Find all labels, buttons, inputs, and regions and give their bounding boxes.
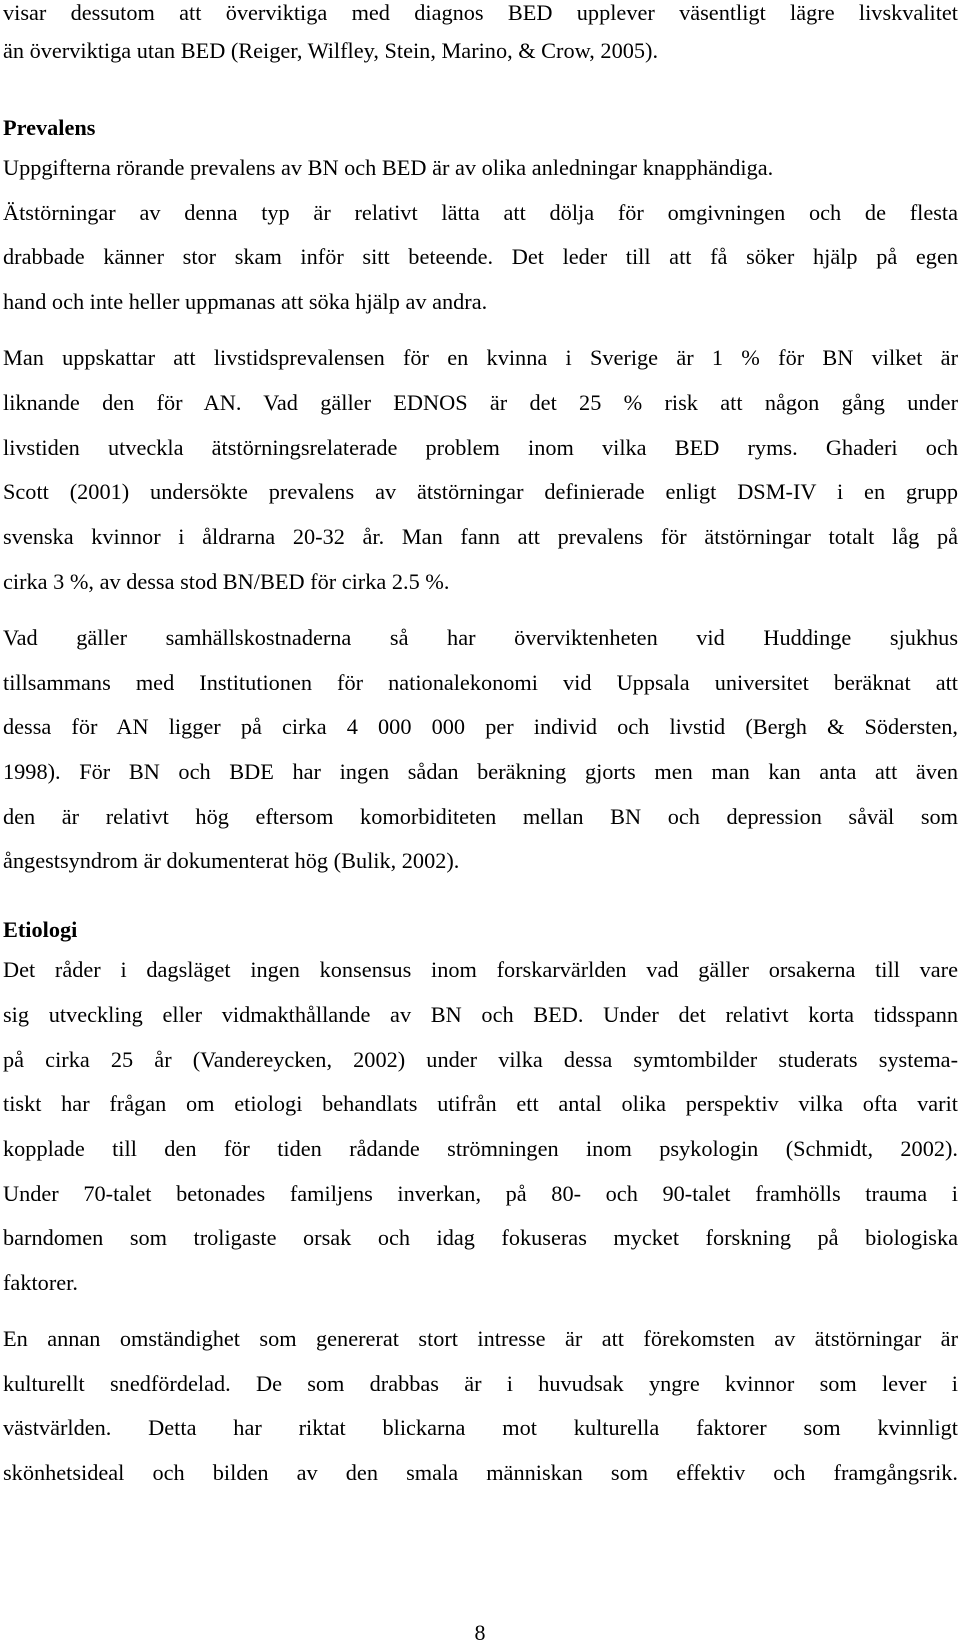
prevalens-p3-line-6: ångestsyndrom är dokumenterat hög (Bulik, 2002). bbox=[3, 848, 460, 873]
page-number: 8 bbox=[474, 1620, 486, 1645]
prevalens-p2-line-4: Scott (2001) undersökte prevalens av ätstörningar definierade enligt DSM-IV i en grupp bbox=[3, 479, 958, 504]
prevalens-p3-line-5: den är relativt hög eftersom komorbiditeten mellan BN och depression såväl som bbox=[3, 804, 958, 829]
etiologi-p1-line-8: faktorer. bbox=[3, 1270, 78, 1295]
etiologi-p2-line-3: västvärlden. Detta har riktat blickarna mot kulturella faktorer som kvinnligt bbox=[3, 1415, 958, 1440]
intro-line-1: visar dessutom att överviktiga med diagnos BED upplever väsentligt lägre livskvalitet bbox=[3, 0, 958, 25]
etiologi-p2-line-4: skönhetsideal och bilden av den smala människan som effektiv och framgångsrik. bbox=[3, 1460, 958, 1485]
etiologi-p1-line-4: tiskt har frågan om etiologi behandlats utifrån ett antal olika perspektiv vilka ofta varit bbox=[3, 1091, 958, 1116]
etiologi-p2-line-2: kulturellt snedfördelad. De som drabbas är i huvudsak yngre kvinnor som lever i bbox=[3, 1371, 958, 1396]
etiologi-p1-line-2: sig utveckling eller vidmakthållande av BN och BED. Under det relativt korta tidsspann bbox=[3, 1002, 958, 1027]
prevalens-p3-line-1: Vad gäller samhällskostnaderna så har överviktenheten vid Huddinge sjukhus bbox=[3, 625, 958, 650]
prevalens-p3-line-2: tillsammans med Institutionen för nationalekonomi vid Uppsala universitet beräknat att bbox=[3, 670, 958, 695]
prevalens-p1-line-2: Ätstörningar av denna typ är relativt lätta att dölja för omgivningen och de flesta bbox=[3, 200, 958, 225]
etiologi-p1-line-7: barndomen som troligaste orsak och idag fokuseras mycket forskning på biologiska bbox=[3, 1225, 958, 1250]
prevalens-p3-line-4: 1998). För BN och BDE har ingen sådan beräkning gjorts men man kan anta att även bbox=[3, 759, 958, 784]
etiologi-p1-line-6: Under 70-talet betonades familjens inverkan, på 80- och 90-talet framhölls trauma i bbox=[3, 1181, 958, 1206]
prevalens-p1-line-4: hand och inte heller uppmanas att söka hjälp av andra. bbox=[3, 289, 488, 314]
etiologi-p1-line-3: på cirka 25 år (Vandereycken, 2002) under vilka dessa symtombilder studerats systema- bbox=[3, 1047, 958, 1072]
prevalens-p2-line-6: cirka 3 %, av dessa stod BN/BED för cirka 2.5 %. bbox=[3, 569, 450, 594]
prevalens-p1-line-3: drabbade känner stor skam inför sitt beteende. Det leder till att få söker hjälp på egen bbox=[3, 244, 958, 269]
etiologi-p1-line-5: kopplade till den för tiden rådande strömningen inom psykologin (Schmidt, 2002). bbox=[3, 1136, 958, 1161]
etiologi-p1-line-1: Det råder i dagsläget ingen konsensus inom forskarvärlden vad gäller orsakerna till vare bbox=[3, 957, 958, 982]
prevalens-p2-line-3: livstiden utveckla ätstörningsrelaterade problem inom vilka BED ryms. Ghaderi och bbox=[3, 435, 958, 460]
prevalens-p3-line-3: dessa för AN ligger på cirka 4 000 000 per individ och livstid (Bergh & Södersten, bbox=[3, 714, 958, 739]
section-heading-prevalens: Prevalens bbox=[3, 115, 96, 140]
prevalens-p2-line-1: Man uppskattar att livstidsprevalensen för en kvinna i Sverige är 1 % för BN vilket är bbox=[3, 345, 958, 370]
etiologi-p2-line-1: En annan omständighet som genererat stort intresse är att förekomsten av ätstörningar är bbox=[3, 1326, 958, 1351]
prevalens-p2-line-2: liknande den för AN. Vad gäller EDNOS är det 25 % risk att någon gång under bbox=[3, 390, 958, 415]
section-heading-etiologi: Etiologi bbox=[3, 917, 78, 942]
prevalens-p1-line-1: Uppgifterna rörande prevalens av BN och BED är av olika anledningar knapphändiga. bbox=[3, 155, 774, 180]
intro-line-2: än överviktiga utan BED (Reiger, Wilfley, Stein, Marino, & Crow, 2005). bbox=[3, 38, 659, 63]
prevalens-p2-line-5: svenska kvinnor i åldrarna 20-32 år. Man fann att prevalens för ätstörningar totalt låg på bbox=[3, 524, 958, 549]
